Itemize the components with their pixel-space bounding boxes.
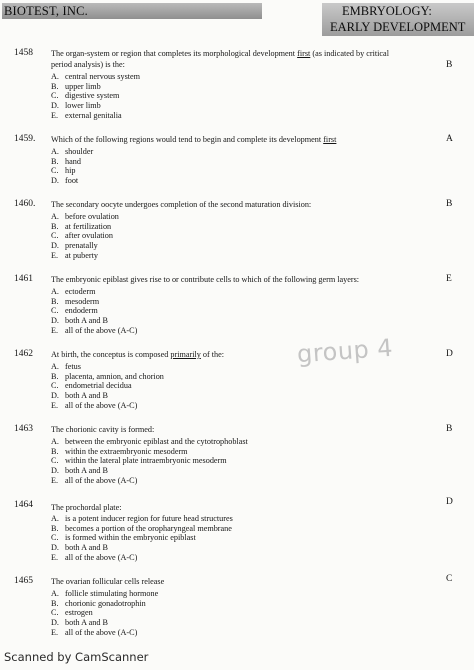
question-number: 1459. bbox=[14, 134, 36, 144]
option: B. placenta, amnion, and chorion bbox=[51, 371, 164, 381]
option: A. before ovulation bbox=[51, 212, 119, 221]
answer-key: B bbox=[446, 60, 453, 70]
answer-key: D bbox=[446, 497, 453, 507]
option: E. all of the above (A-C) bbox=[51, 552, 138, 562]
question-stem: The chorionic cavity is formed: bbox=[51, 425, 155, 434]
answer-key: D bbox=[446, 349, 453, 359]
option: D. both A and B bbox=[51, 316, 108, 326]
question-stem: At birth, the conceptus is composed primarily of the: bbox=[51, 350, 225, 359]
question-number: 1458 bbox=[14, 48, 33, 58]
option: E. all of the above (A-C) bbox=[51, 475, 138, 485]
question-number: 1460. bbox=[14, 199, 36, 209]
option: B. at fertilization bbox=[51, 221, 112, 231]
option: D. both A and B bbox=[51, 391, 108, 401]
answer-key: A bbox=[446, 134, 453, 144]
option-list bbox=[51, 437, 248, 486]
option: E. at puberty bbox=[51, 250, 98, 260]
option-list bbox=[51, 287, 137, 336]
question-number: 1461 bbox=[14, 274, 33, 284]
option: B. within the extraembryonic mesoderm bbox=[51, 446, 188, 456]
question-stem: The prochordal plate: bbox=[51, 503, 122, 512]
option: C. after ovulation bbox=[51, 231, 113, 241]
answer-key: B bbox=[446, 199, 453, 209]
option: A. central nervous system bbox=[51, 72, 141, 81]
option-list bbox=[51, 147, 93, 186]
option: C. estrogen bbox=[51, 608, 93, 618]
option: D. prenatally bbox=[51, 241, 98, 251]
subject-subtitle: EARLY DEVELOPMENT bbox=[330, 20, 466, 34]
option-list bbox=[51, 212, 119, 261]
option: D. both A and B bbox=[51, 618, 108, 628]
answer-key: B bbox=[446, 424, 453, 434]
option: E. external genitalia bbox=[51, 110, 122, 120]
option: A. ectoderm bbox=[51, 287, 96, 296]
answer-key: E bbox=[446, 274, 452, 284]
option: C. endometrial decidua bbox=[51, 381, 132, 391]
question-number: 1465 bbox=[14, 576, 33, 586]
option: C. is formed within the embryonic epiblast bbox=[51, 533, 196, 543]
question-number: 1462 bbox=[14, 349, 33, 359]
subject-title: EMBRYOLOGY: bbox=[342, 4, 432, 18]
option: C. endoderm bbox=[51, 306, 98, 316]
option: A. shoulder bbox=[51, 147, 94, 156]
option: A. follicle stimulating hormone bbox=[51, 589, 159, 598]
option-list bbox=[51, 514, 233, 563]
section-banner bbox=[322, 3, 474, 36]
page-header bbox=[0, 0, 474, 38]
option: B. hand bbox=[51, 156, 81, 166]
option: B. upper limb bbox=[51, 81, 101, 91]
option: A. is a potent inducer region for future head structures bbox=[51, 514, 233, 523]
question-stem: Which of the following regions would tend to begin and complete its development first bbox=[51, 135, 337, 144]
emphasis: first bbox=[297, 49, 311, 58]
option: E. all of the above (A-C) bbox=[51, 627, 138, 637]
option-list bbox=[51, 589, 158, 638]
question-number: 1463 bbox=[14, 424, 33, 434]
publisher-banner bbox=[2, 3, 262, 19]
option: E. all of the above (A-C) bbox=[51, 325, 138, 335]
question-stem: The secondary oocyte undergoes completion of the second maturation division: bbox=[51, 200, 312, 209]
group-watermark: group 4 bbox=[296, 333, 394, 369]
question-number: 1464 bbox=[14, 500, 33, 510]
scanner-footer: Scanned by CamScanner bbox=[4, 650, 149, 664]
question-stem: The ovarian follicular cells release bbox=[51, 577, 165, 586]
emphasis: first bbox=[323, 135, 337, 144]
option: B. mesoderm bbox=[51, 296, 100, 306]
option: C. digestive system bbox=[51, 91, 120, 101]
option: D. both A and B bbox=[51, 543, 108, 553]
question-stem: The organ-system or region that completes its morphological development first (as indicated by critical period analysis) is the: bbox=[51, 49, 389, 69]
option: C. hip bbox=[51, 166, 76, 176]
option: B. chorionic gonadotrophin bbox=[51, 598, 146, 608]
option-list bbox=[51, 362, 164, 411]
publisher-name: BIOTEST, INC. bbox=[4, 4, 88, 18]
option: D. foot bbox=[51, 176, 79, 186]
option: D. both A and B bbox=[51, 466, 108, 476]
option: D. lower limb bbox=[51, 101, 101, 111]
option: A. between the embryonic epiblast and the cytotrophoblast bbox=[51, 437, 248, 446]
option-list bbox=[51, 72, 140, 121]
option: A. fetus bbox=[51, 362, 81, 371]
question-stem: The embryonic epiblast gives rise to or contribute cells to which of the following germ layers: bbox=[51, 275, 360, 284]
option: E. all of the above (A-C) bbox=[51, 400, 138, 410]
answer-key: C bbox=[446, 574, 453, 584]
option: B. becomes a portion of the oropharyngeal membrane bbox=[51, 523, 232, 533]
option: C. within the lateral plate intraembryonic mesoderm bbox=[51, 456, 227, 466]
emphasis: primarily bbox=[170, 350, 201, 359]
